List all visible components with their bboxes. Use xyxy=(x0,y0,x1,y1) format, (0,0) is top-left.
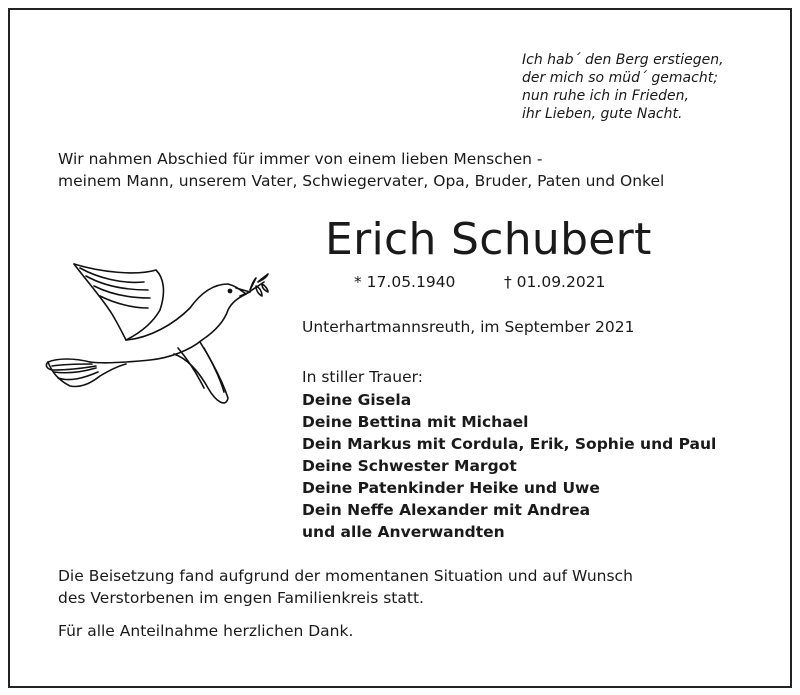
poem-line: der mich so müd´ gemacht; xyxy=(522,70,718,86)
poem-line: ihr Lieben, gute Nacht. xyxy=(522,106,683,122)
intro-text xyxy=(58,148,664,192)
mourner-name: Dein Markus mit Cordula, Erik, Sophie und Paul xyxy=(302,435,717,453)
intro-line: Wir nahmen Abschied für immer von einem lieben Menschen - xyxy=(58,150,543,168)
poem-verse xyxy=(522,51,724,123)
funeral-note-line: Die Beisetzung fand aufgrund der momentanen Situation und auf Wunsch xyxy=(58,567,633,585)
mourner-name: Deine Bettina mit Michael xyxy=(302,413,529,431)
poem-line: Ich hab´ den Berg erstiegen, xyxy=(522,52,724,68)
funeral-note-line: des Verstorbenen im engen Familienkreis statt. xyxy=(58,589,424,607)
death-date: † 01.09.2021 xyxy=(504,273,606,291)
mourner-name: Deine Schwester Margot xyxy=(302,457,517,475)
dove-with-olive-branch-icon xyxy=(40,258,272,428)
mourner-name: Dein Neffe Alexander mit Andrea xyxy=(302,501,591,519)
poem-line: nun ruhe ich in Frieden, xyxy=(522,88,689,104)
intro-line: meinem Mann, unserem Vater, Schwiegervater, Opa, Bruder, Paten und Onkel xyxy=(58,172,665,190)
thanks-text: Für alle Anteilnahme herzlichen Dank. xyxy=(58,622,354,640)
birth-date: * 17.05.1940 xyxy=(354,273,456,291)
place-and-date: Unterhartmannsreuth, im September 2021 xyxy=(302,318,635,336)
mourner-name: Deine Patenkinder Heike und Uwe xyxy=(302,479,600,497)
mourning-label: In stiller Trauer: xyxy=(302,368,423,386)
deceased-name: Erich Schubert xyxy=(325,214,652,265)
mourners-list xyxy=(302,389,716,543)
funeral-note xyxy=(58,565,633,609)
mourner-name: und alle Anverwandten xyxy=(302,523,505,541)
mourner-name: Deine Gisela xyxy=(302,391,412,409)
